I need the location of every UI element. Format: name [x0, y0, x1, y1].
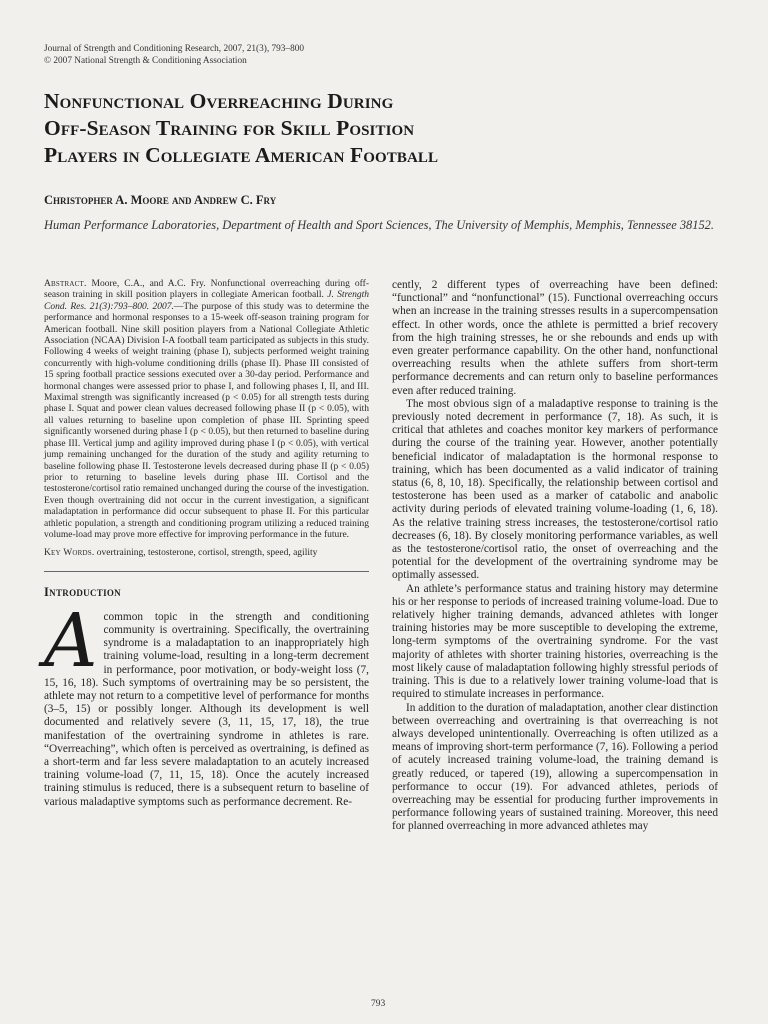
- abstract-citation: J. Strength Cond. Res. 21(3):793–800. 2007.: [44, 290, 370, 312]
- paragraph-maladaptive-signs: The most obvious sign of a maladaptive response to training is the previously noted decrement in performance (7, 18). As such, it is critical that athletes and coaches monitor key markers of performance during the course of the training year. However, another potentially beneficial indicator of maladaptation is the hormonal response to training, which has been documented as a valid indicator of training status (6, 8, 10, 18). Specifically, the relationship between cortisol and testosterone has been used as a marker of catabolic and anabolic activity during periods of elevated training volume-loading (1, 6, 18). As the relative training stress increases, the testosterone/cortisol ratio decreases (6, 18). By closely monitoring performance variables, as well as the testosterone/cortisol ratio, the onset of overreaching and the potential for the development of the overtraining syndrome may be optimally assessed.: [392, 397, 718, 582]
- article-title: [44, 88, 734, 169]
- paragraph-maladaptation-duration: In addition to the duration of maladaptation, another clear distinction between overreaching and overtraining is that overreaching is not always developed unintentionally. Overreaching is often utilized as a means of improving short-term performance (7, 16). Following a period of acutely increased training volume-load, the training demand is greatly reduced, or tapered (19), allowing a supercompensation in performance to occur (19). For advanced athletes, periods of overreaching may be essential for producing further improvements in performance following years of sustained training. Moreover, this need for planned overreaching in more advanced athletes may: [392, 701, 718, 833]
- abstract-lead: Moore, C.A., and A.C. Fry. Nonfunctional overreaching during off-season training in skill position players in collegiate American football.: [44, 279, 369, 301]
- journal-header: [44, 43, 304, 67]
- keywords-text: overtraining, testosterone, cortisol, strength, speed, agility: [96, 548, 318, 559]
- affiliation: Human Performance Laboratories, Department of Health and Sport Sciences, The University of Memphis, Memphis, Tennessee 38152.: [44, 218, 714, 232]
- left-column: [44, 279, 369, 809]
- right-column: [392, 279, 718, 834]
- journal-copyright: © 2007 National Strength & Conditioning Association: [44, 56, 247, 66]
- drop-cap: A: [44, 597, 98, 684]
- abstract-label: Abstract.: [44, 279, 87, 289]
- page-number: 793: [371, 999, 386, 1009]
- abstract: [44, 279, 369, 541]
- section-divider: [44, 571, 369, 572]
- right-column-text: [392, 279, 718, 834]
- introduction-paragraph: common topic in the strength and conditioning community is overtraining. Specifically, the overtraining syndrome is a maladaptation to an inappropriately high training volume-load, resulting in a long-term decrement in performance, poor motivation, or body-weight loss (7, 15, 16, 18). Such symptoms of overtraining may be so persistent, the athlete may not return to a competitive level of performance for months (3–5, 15) or possibly longer. Although its development is well documented and relatively severe (3, 11, 15, 17, 18), the true manifestation of the overtraining syndrome in athletes is rare. “Overreaching”, which often is perceived as overtraining, is defined as a short-term and far less severe maladaptation to an acutely increased training volume-load (7, 11, 15, 18). Once the acutely increased training stimulus is reduced, there is a subsequent return to baseline of various maladaptive symptoms such as performance decrement. Re-: [44, 610, 369, 808]
- paragraph-athlete-status: An athlete’s performance status and training history may determine his or her response to periods of increased training volume-load. Due to relatively higher training demands, advanced athletes with longer training histories may be more susceptible to developing the extreme, long-term symptoms of the overtraining syndrome. For the vast majority of athletes with shorter training histories, overreaching is the most likely cause of maladaptation following highly stressful periods of training. This is due to a relatively lower training volume-load that is required to stimulate increases in performance.: [392, 582, 718, 701]
- title-line-2: Off-Season Training for Skill Position: [44, 116, 415, 140]
- introduction-heading: Introduction: [44, 584, 121, 599]
- author-list: Christopher A. Moore and Andrew C. Fry: [44, 193, 277, 207]
- journal-citation: Journal of Strength and Conditioning Research, 2007, 21(3), 793–800: [44, 44, 305, 54]
- keywords-label: Key Words.: [44, 548, 95, 559]
- title-line-1: Nonfunctional Overreaching During: [44, 89, 394, 113]
- abstract-body: —The purpose of this study was to determine the performance and hormonal responses to a 15-week off-season training program for American football. Nine skill position players from a National Collegiate Athletic Association (NCAA) Division I-A football team participated as subjects in this study. Following 4 weeks of weight training (phase I), subjects performed weight training concurrently with high-volume conditioning drills (phase II). Phase III consisted of 15 spring football practice sessions executed over a 30-day period. Performance and hormonal changes were assessed prior to phase I, and following phases I, II, and III. Maximal strength was significantly increased (p < 0.05) for all strength tests during phase I. Squat and power clean values decreased following phase II (p < 0.05), with all values returning to baseline upon completion of phase III. Sprinting speed significantly worsened during phase I (p < 0.05), but then returned to baseline during phase III. Vertical jump and agility improved during phase I (p < 0.05), with vertical jump remaining unchanged for the duration of the study and agility returning to baseline following phase II. Testosterone levels decreased during phase II (p < 0.05) prior to returning to baseline levels during phase III. Cortisol and the testosterone/cortisol ratio remained unchanged during the course of the investigation. Even though overtraining did not occur in the current investigation, a significant maladaptation in performance did occur subsequent to phase II. For this particular athletic population, a strength and conditioning program utilizing a reduced training volume-load may prove more effective for improving performance in the future.: [44, 301, 370, 540]
- title-line-3: Players in Collegiate American Football: [44, 143, 439, 167]
- introduction-text: [44, 597, 369, 809]
- paragraph-overreaching-types: cently, 2 different types of overreaching have been defined: “functional” and “nonfunctional” (15). Functional overreaching occurs when an increase in the training stresses results in a supercompensation effect. In other words, once the athlete is permitted a brief recovery from the high training stresses, he or she rebounds and ends up with even greater performance capability. On the other hand, nonfunctional overreaching results when the athlete suffers from short-term performance decrements and can return only to baseline performances even after reduced training.: [392, 279, 718, 397]
- keywords: [44, 548, 369, 559]
